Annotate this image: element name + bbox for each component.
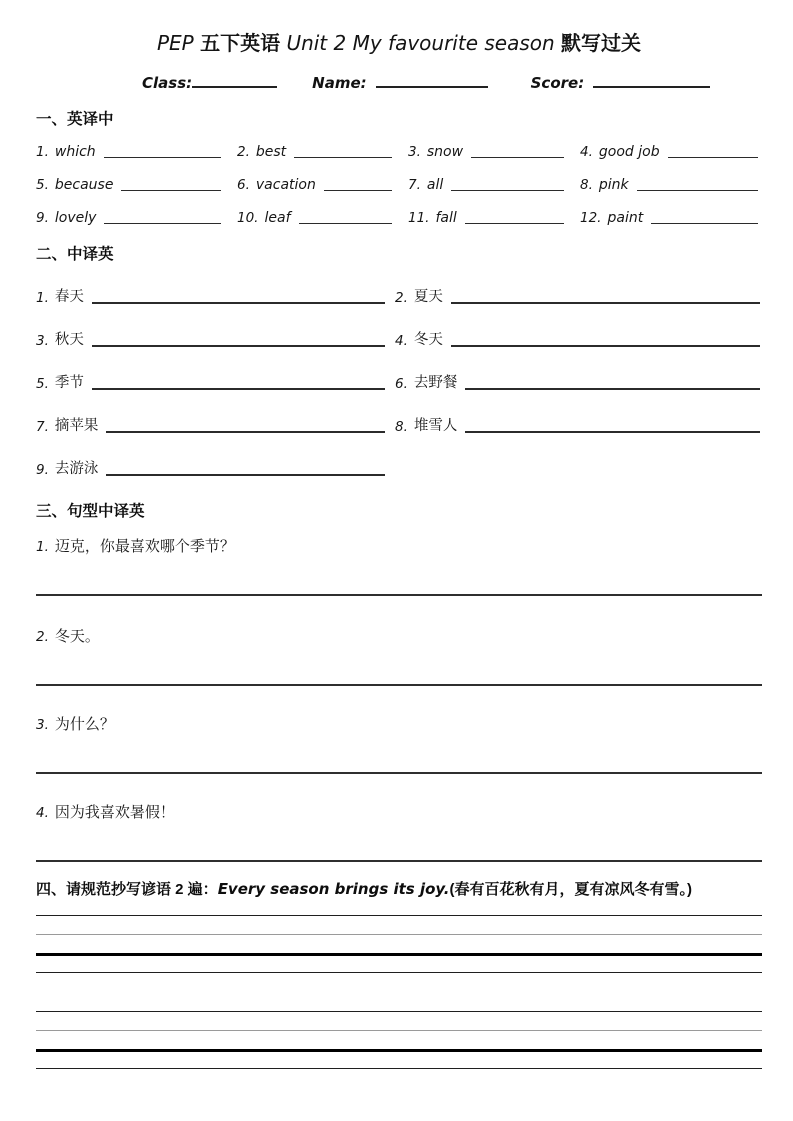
writing-line-baseline: [36, 953, 762, 956]
item-word: 去游泳: [54, 461, 99, 477]
vocab-item-5: [36, 166, 237, 199]
item-word: 堆雪人: [413, 418, 458, 434]
title-chinese-suffix: 默写过关: [561, 33, 642, 55]
answer-blank: [637, 190, 758, 191]
phrase-item-8: [395, 398, 762, 441]
section-3-heading: 三、句型中译英: [36, 503, 145, 520]
writing-line-bottom: [36, 972, 762, 973]
question-item-2: [36, 626, 762, 648]
writing-line-bottom: [36, 1068, 762, 1069]
vocab-item-11: [408, 199, 580, 232]
item-word: snow: [426, 144, 464, 160]
answer-line: [36, 860, 762, 862]
item-number: 2.: [237, 144, 250, 160]
item-number: 9.: [36, 462, 49, 478]
proverb-chinese: (春有百花秋有月，夏有凉风冬有雪。): [449, 881, 692, 898]
item-word: 夏天: [413, 289, 443, 305]
item-number: 10.: [237, 210, 259, 226]
answer-line: [36, 772, 762, 774]
writing-grid-1: [36, 915, 762, 975]
section-4-instruction: 四、请规范抄写谚语 2 遍：: [36, 881, 218, 898]
item-number: 3.: [36, 717, 49, 733]
item-word: best: [255, 144, 287, 160]
item-word: 去野餐: [413, 375, 458, 391]
item-number: 2.: [36, 629, 49, 645]
item-word: leaf: [264, 210, 291, 226]
item-number: 3.: [408, 144, 421, 160]
answer-blank: [106, 474, 385, 476]
title-chinese-grade: 五下英语: [200, 33, 281, 55]
item-number: 1.: [36, 290, 49, 306]
title-english-prefix: PEP: [156, 31, 194, 55]
item-number: 4.: [580, 144, 593, 160]
answer-blank: [668, 157, 758, 158]
item-number: 1.: [36, 539, 49, 555]
section-2-phrase-grid: [36, 269, 762, 484]
question-text: 迈克，你最喜欢哪个季节？: [54, 537, 235, 555]
class-label: Class:: [142, 74, 193, 92]
item-word: lovely: [54, 210, 97, 226]
vocab-item-7: [408, 166, 580, 199]
student-info-row: [142, 74, 762, 92]
writing-line-upper-mid: [36, 934, 762, 935]
item-number: 8.: [395, 419, 408, 435]
vocab-item-3: [408, 133, 580, 166]
writing-line-baseline: [36, 1049, 762, 1052]
item-word: good job: [598, 144, 660, 160]
section-1-heading: 一、英译中: [36, 111, 114, 128]
vocab-item-9: [36, 199, 237, 232]
score-blank: [593, 86, 710, 88]
item-word: all: [426, 177, 444, 193]
phrase-item-4: [395, 312, 762, 355]
vocab-item-4: [580, 133, 762, 166]
answer-blank: [465, 388, 760, 390]
answer-blank: [294, 157, 392, 158]
section-1-vocab-grid: [36, 133, 762, 232]
answer-blank: [92, 302, 385, 304]
item-number: 8.: [580, 177, 593, 193]
item-number: 7.: [408, 177, 421, 193]
item-number: 2.: [395, 290, 408, 306]
phrase-item-6: [395, 355, 762, 398]
item-number: 7.: [36, 419, 49, 435]
item-number: 9.: [36, 210, 49, 226]
item-word: 春天: [54, 289, 84, 305]
page-title: [36, 30, 762, 58]
writing-grid-2: [36, 1011, 762, 1071]
phrase-item-1: [36, 269, 395, 312]
answer-blank: [299, 223, 393, 224]
vocab-item-6: [237, 166, 408, 199]
item-word: 秋天: [54, 332, 84, 348]
question-item-1: [36, 536, 762, 558]
item-word: vacation: [255, 177, 316, 193]
phrase-item-3: [36, 312, 395, 355]
vocab-item-1: [36, 133, 237, 166]
answer-blank: [465, 431, 760, 433]
answer-blank: [324, 190, 392, 191]
item-word: fall: [435, 210, 457, 226]
item-number: 5.: [36, 376, 49, 392]
item-word: pink: [598, 177, 629, 193]
answer-blank: [92, 345, 385, 347]
answer-blank: [92, 388, 385, 390]
answer-line: [36, 594, 762, 596]
vocab-item-12: [580, 199, 762, 232]
phrase-item-2: [395, 269, 762, 312]
item-word: 冬天: [413, 332, 443, 348]
phrase-item-7: [36, 398, 395, 441]
item-number: 11.: [408, 210, 430, 226]
vocab-item-8: [580, 166, 762, 199]
answer-blank: [465, 223, 564, 224]
item-word: which: [54, 144, 96, 160]
answer-blank: [651, 223, 758, 224]
score-label: Score:: [530, 74, 585, 92]
item-number: 3.: [36, 333, 49, 349]
phrase-item-9: [36, 441, 395, 484]
item-word: 摘苹果: [54, 418, 99, 434]
item-number: 6.: [395, 376, 408, 392]
writing-line-top: [36, 915, 762, 916]
answer-blank: [121, 190, 221, 191]
item-word: paint: [607, 210, 644, 226]
section-4-heading: [36, 878, 762, 901]
question-item-3: [36, 714, 762, 736]
answer-blank: [104, 157, 221, 158]
item-number: 12.: [580, 210, 602, 226]
question-text: 冬天。: [54, 627, 100, 645]
vocab-item-10: [237, 199, 408, 232]
item-number: 5.: [36, 177, 49, 193]
item-number: 1.: [36, 144, 49, 160]
vocab-item-2: [237, 133, 408, 166]
answer-blank: [104, 223, 221, 224]
proverb-english: Every season brings its joy.: [217, 880, 450, 898]
item-number: 6.: [237, 177, 250, 193]
item-word: 季节: [54, 375, 84, 391]
answer-blank: [471, 157, 564, 158]
section-2-heading: 二、中译英: [36, 246, 114, 263]
question-text: 为什么？: [54, 715, 115, 733]
item-number: 4.: [36, 805, 49, 821]
answer-blank: [451, 190, 564, 191]
title-english-unit: Unit 2 My favourite season: [286, 31, 555, 55]
name-blank: [376, 86, 488, 88]
answer-blank: [451, 302, 760, 304]
question-text: 因为我喜欢暑假！: [54, 803, 175, 821]
answer-blank: [106, 431, 385, 433]
writing-line-upper-mid: [36, 1030, 762, 1031]
answer-line: [36, 684, 762, 686]
item-number: 4.: [395, 333, 408, 349]
item-word: because: [54, 177, 114, 193]
answer-blank: [451, 345, 760, 347]
phrase-item-5: [36, 355, 395, 398]
question-item-4: [36, 802, 762, 824]
name-label: Name:: [312, 74, 367, 92]
class-blank: [192, 86, 277, 88]
writing-line-top: [36, 1011, 762, 1012]
